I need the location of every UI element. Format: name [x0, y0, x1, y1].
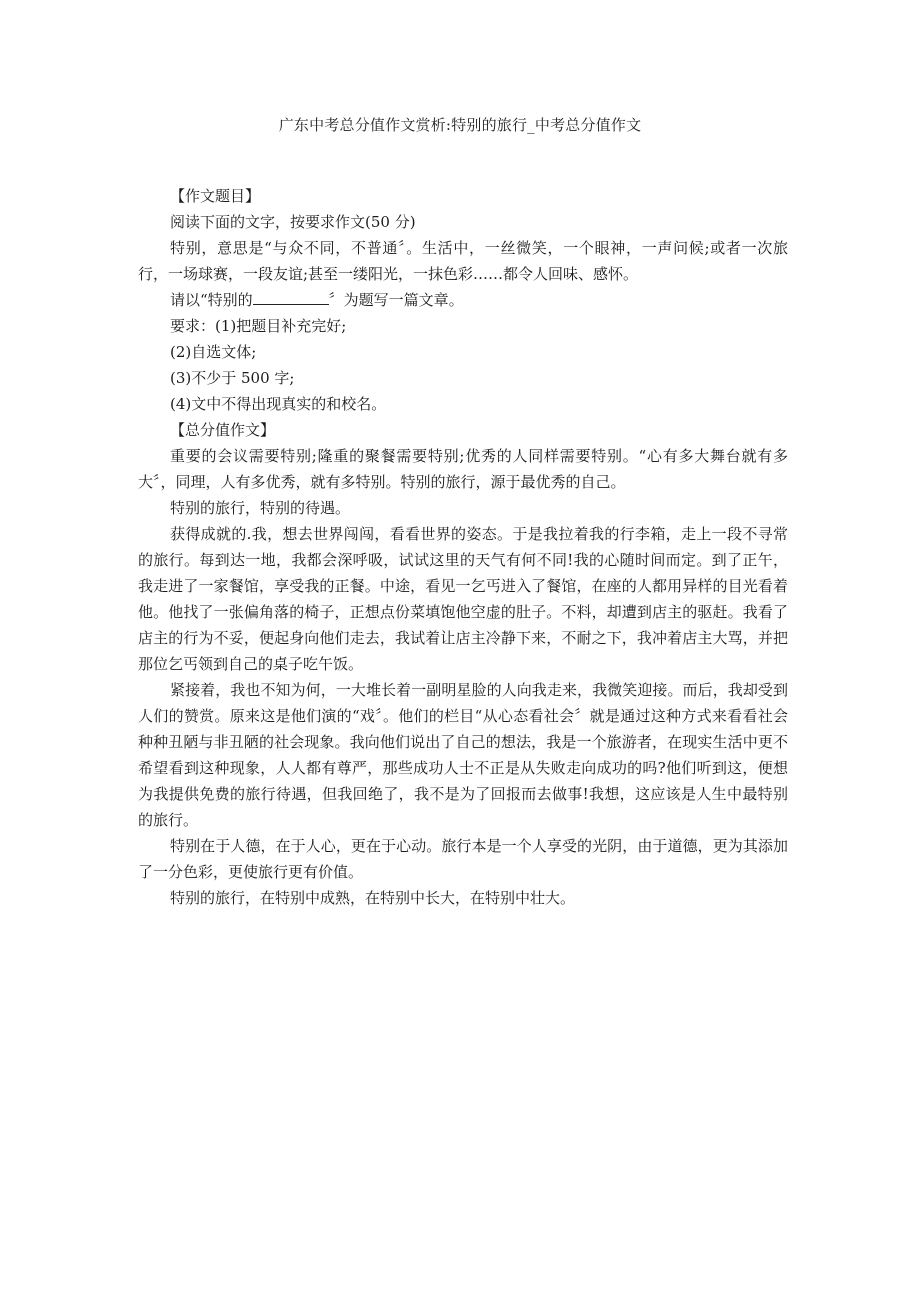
- essay-heading: 【总分值作文】: [170, 421, 276, 439]
- prompt-topic: [138, 287, 788, 313]
- essay-paragraph: 紧接着，我也不知为何，一大堆长着一副明星脸的人向我走来，我微笑迎接。而后，我却受到人们的赞赏。原来这是他们演的“戏〞。他们的栏目“从心态看社会〞就是通过这种方式来看看社会种种丑陋与非丑陋的社会现象。我向他们说出了自己的想法，我是一个旅游者，在现实生活中更不希望看到这种现象，人人都有尊严，那些成功人士不正是从失败走向成功的吗?他们听到这，便想为我提供免费的旅行待遇，但我回绝了，我不是为了回报而去做事!我想，这应该是人生中最特别的旅行。: [138, 681, 788, 829]
- requirement-item: (2)自选文体;: [170, 343, 257, 361]
- essay-paragraph: 特别在于人德，在于人心，更在于心动。旅行本是一个人享受的光阴，由于道德，更为其添加了一分色彩，更使旅行更有价值。: [138, 837, 788, 881]
- topic-suffix: 〞为题写一篇文章。: [328, 291, 464, 309]
- prompt-description: 特别，意思是“与众不同，不普通〞。生活中，一丝微笑，一个眼神，一声问候;或者一次旅行，一场球赛，一段友谊;甚至一缕阳光，一抹色彩……都令人回味、感怀。: [138, 239, 788, 283]
- topic-blank: [253, 290, 329, 305]
- requirement-item: (3)不少于 500 字;: [170, 369, 295, 387]
- essay-paragraph: 重要的会议需要特别;隆重的聚餐需要特别;优秀的人同样需要特别。“心有多大舞台就有多大〞，同理，人有多优秀，就有多特别。特别的旅行，源于最优秀的自己。: [138, 447, 788, 491]
- essay-paragraph: 获得成就的.我，想去世界闯闯，看看世界的姿态。于是我拉着我的行李箱，走上一段不寻常的旅行。每到达一地，我都会深呼吸，试试这里的天气有何不同!我的心随时间而定。到了正午，我走进了一家餐馆，享受我的正餐。中途，看见一乞丐进入了餐馆，在座的人都用异样的目光看着他。他找了一张偏角落的椅子，正想点份菜填饱他空虚的肚子。不料，却遭到店主的驱赶。我看了店主的行为不妥，便起身向他们走去，我试着让店主冷静下来，不耐之下，我冲着店主大骂，并把那位乞丐领到自己的桌子吃午饭。: [138, 525, 788, 673]
- document-title: 广东中考总分值作文赏析:特别的旅行_中考总分值作文: [278, 116, 642, 134]
- prompt-heading: 【作文题目】: [170, 187, 261, 205]
- requirement-item: (4)文中不得出现真实的和校名。: [170, 395, 387, 413]
- essay-paragraph: 特别的旅行，在特别中成熟，在特别中长大，在特别中壮大。: [170, 889, 576, 907]
- document-body: [138, 183, 788, 911]
- essay-paragraph: 特别的旅行，特别的待遇。: [170, 499, 351, 517]
- prompt-instruction: 阅读下面的文字，按要求作文(50 分): [170, 213, 416, 231]
- topic-prefix: 请以“特别的: [170, 291, 253, 309]
- requirement-item: 要求：(1)把题目补充完好;: [170, 317, 347, 335]
